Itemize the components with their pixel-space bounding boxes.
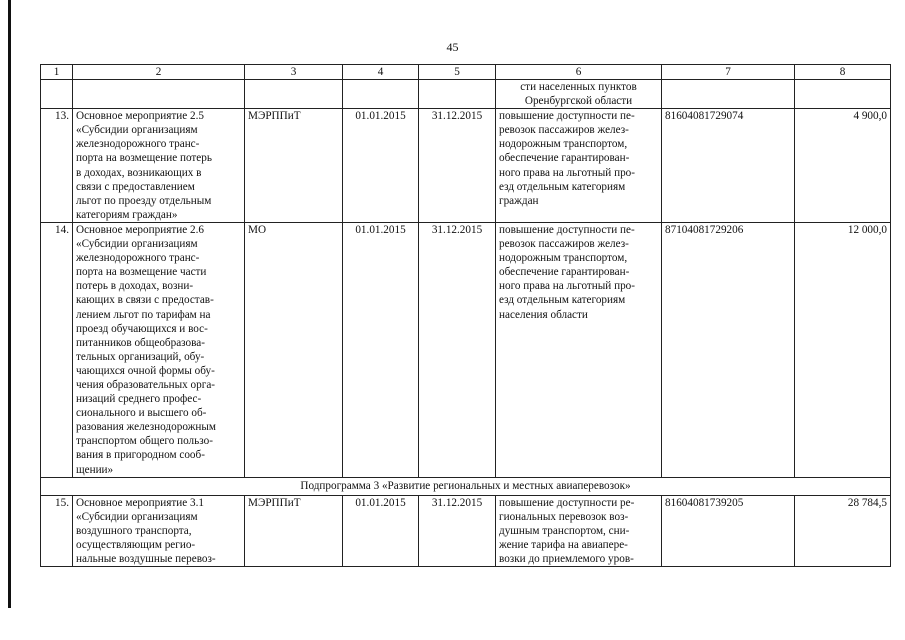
start-date: 01.01.2015: [343, 109, 419, 223]
end-date: 31.12.2015: [419, 495, 496, 566]
page-number: 45: [446, 40, 459, 54]
executor: МЭРППиТ: [245, 495, 343, 566]
column-number: 7: [662, 65, 795, 80]
budget-code: 87104081729206: [662, 222, 795, 477]
table-row: [41, 495, 891, 566]
funding-amount: 4 900,0: [795, 109, 891, 223]
funding-amount: 12 000,0: [795, 222, 891, 477]
funding-amount: 28 784,5: [795, 495, 891, 566]
row-number: 14.: [41, 222, 73, 477]
budget-code: 81604081739205: [662, 495, 795, 566]
column-number: 5: [419, 65, 496, 80]
subprogram-header-row: [41, 477, 891, 495]
start-date: 01.01.2015: [343, 495, 419, 566]
end-date: 31.12.2015: [419, 109, 496, 223]
table-row: [41, 222, 891, 477]
program-activities-table: [40, 64, 891, 567]
subprogram-title: Подпрограмма 3 «Развитие региональных и местных авиаперевозок»: [41, 477, 891, 495]
column-number: 1: [41, 65, 73, 80]
start-date: 01.01.2015: [343, 222, 419, 477]
budget-code: 81604081729074: [662, 109, 795, 223]
binding-edge-line: [8, 0, 11, 640]
event-name: Основное мероприятие 2.6 «Субсидии организациям железнодорожного транс- порта на возмещение части потерь в доходах, возни- кающих в связи с предостав- лением льгот по тарифам на проезд обучающихся и вос- питанников общеобразова- тельных организаций, обу- чающихся очной формы обу- чения образовательных орга- низаций среднего профес- сионального и высшего об- разования железнодорожным транспортом общего пользо- вания в пригородном сооб- щении»: [73, 222, 245, 477]
event-name: Основное мероприятие 2.5 «Субсидии организациям железнодорожного транс- порта на возмещение потерь в доходах, возникающих в связи с предоставлением льгот по проезду отдельным категориям граждан»: [73, 109, 245, 223]
expected-result: повышение доступности ре- гиональных перевозок воз- душным транспортом, сни- жение тарифа на авиапере- возки до приемлемого уров-: [496, 495, 662, 566]
executor: МЭРППиТ: [245, 109, 343, 223]
column-number-row: [41, 65, 891, 80]
column-number: 6: [496, 65, 662, 80]
continuation-row: [41, 80, 891, 109]
end-date: 31.12.2015: [419, 222, 496, 477]
expected-result: повышение доступности пе- ревозок пассажиров желез- нодорожным транспортом, обеспечение гарантирован- ного права на льготный про- езд отдельным категориям населения области: [496, 222, 662, 477]
executor: МО: [245, 222, 343, 477]
row-number: 13.: [41, 109, 73, 223]
expected-result: повышение доступности пе- ревозок пассажиров желез- нодорожным транспортом, обеспечение гарантирован- ного права на льготный про- езд отдельным категориям граждан: [496, 109, 662, 223]
column-number: 8: [795, 65, 891, 80]
page-bottom-crop: [0, 608, 905, 640]
row-number: 15.: [41, 495, 73, 566]
column-number: 4: [343, 65, 419, 80]
column-number: 3: [245, 65, 343, 80]
column-number: 2: [73, 65, 245, 80]
event-name: Основное мероприятие 3.1 «Субсидии организациям воздушного транспорта, осуществляющим регио- нальные воздушные перевоз-: [73, 495, 245, 566]
continued-result-text: сти населенных пунктов Оренбургской области: [496, 80, 662, 109]
table-row: [41, 109, 891, 223]
